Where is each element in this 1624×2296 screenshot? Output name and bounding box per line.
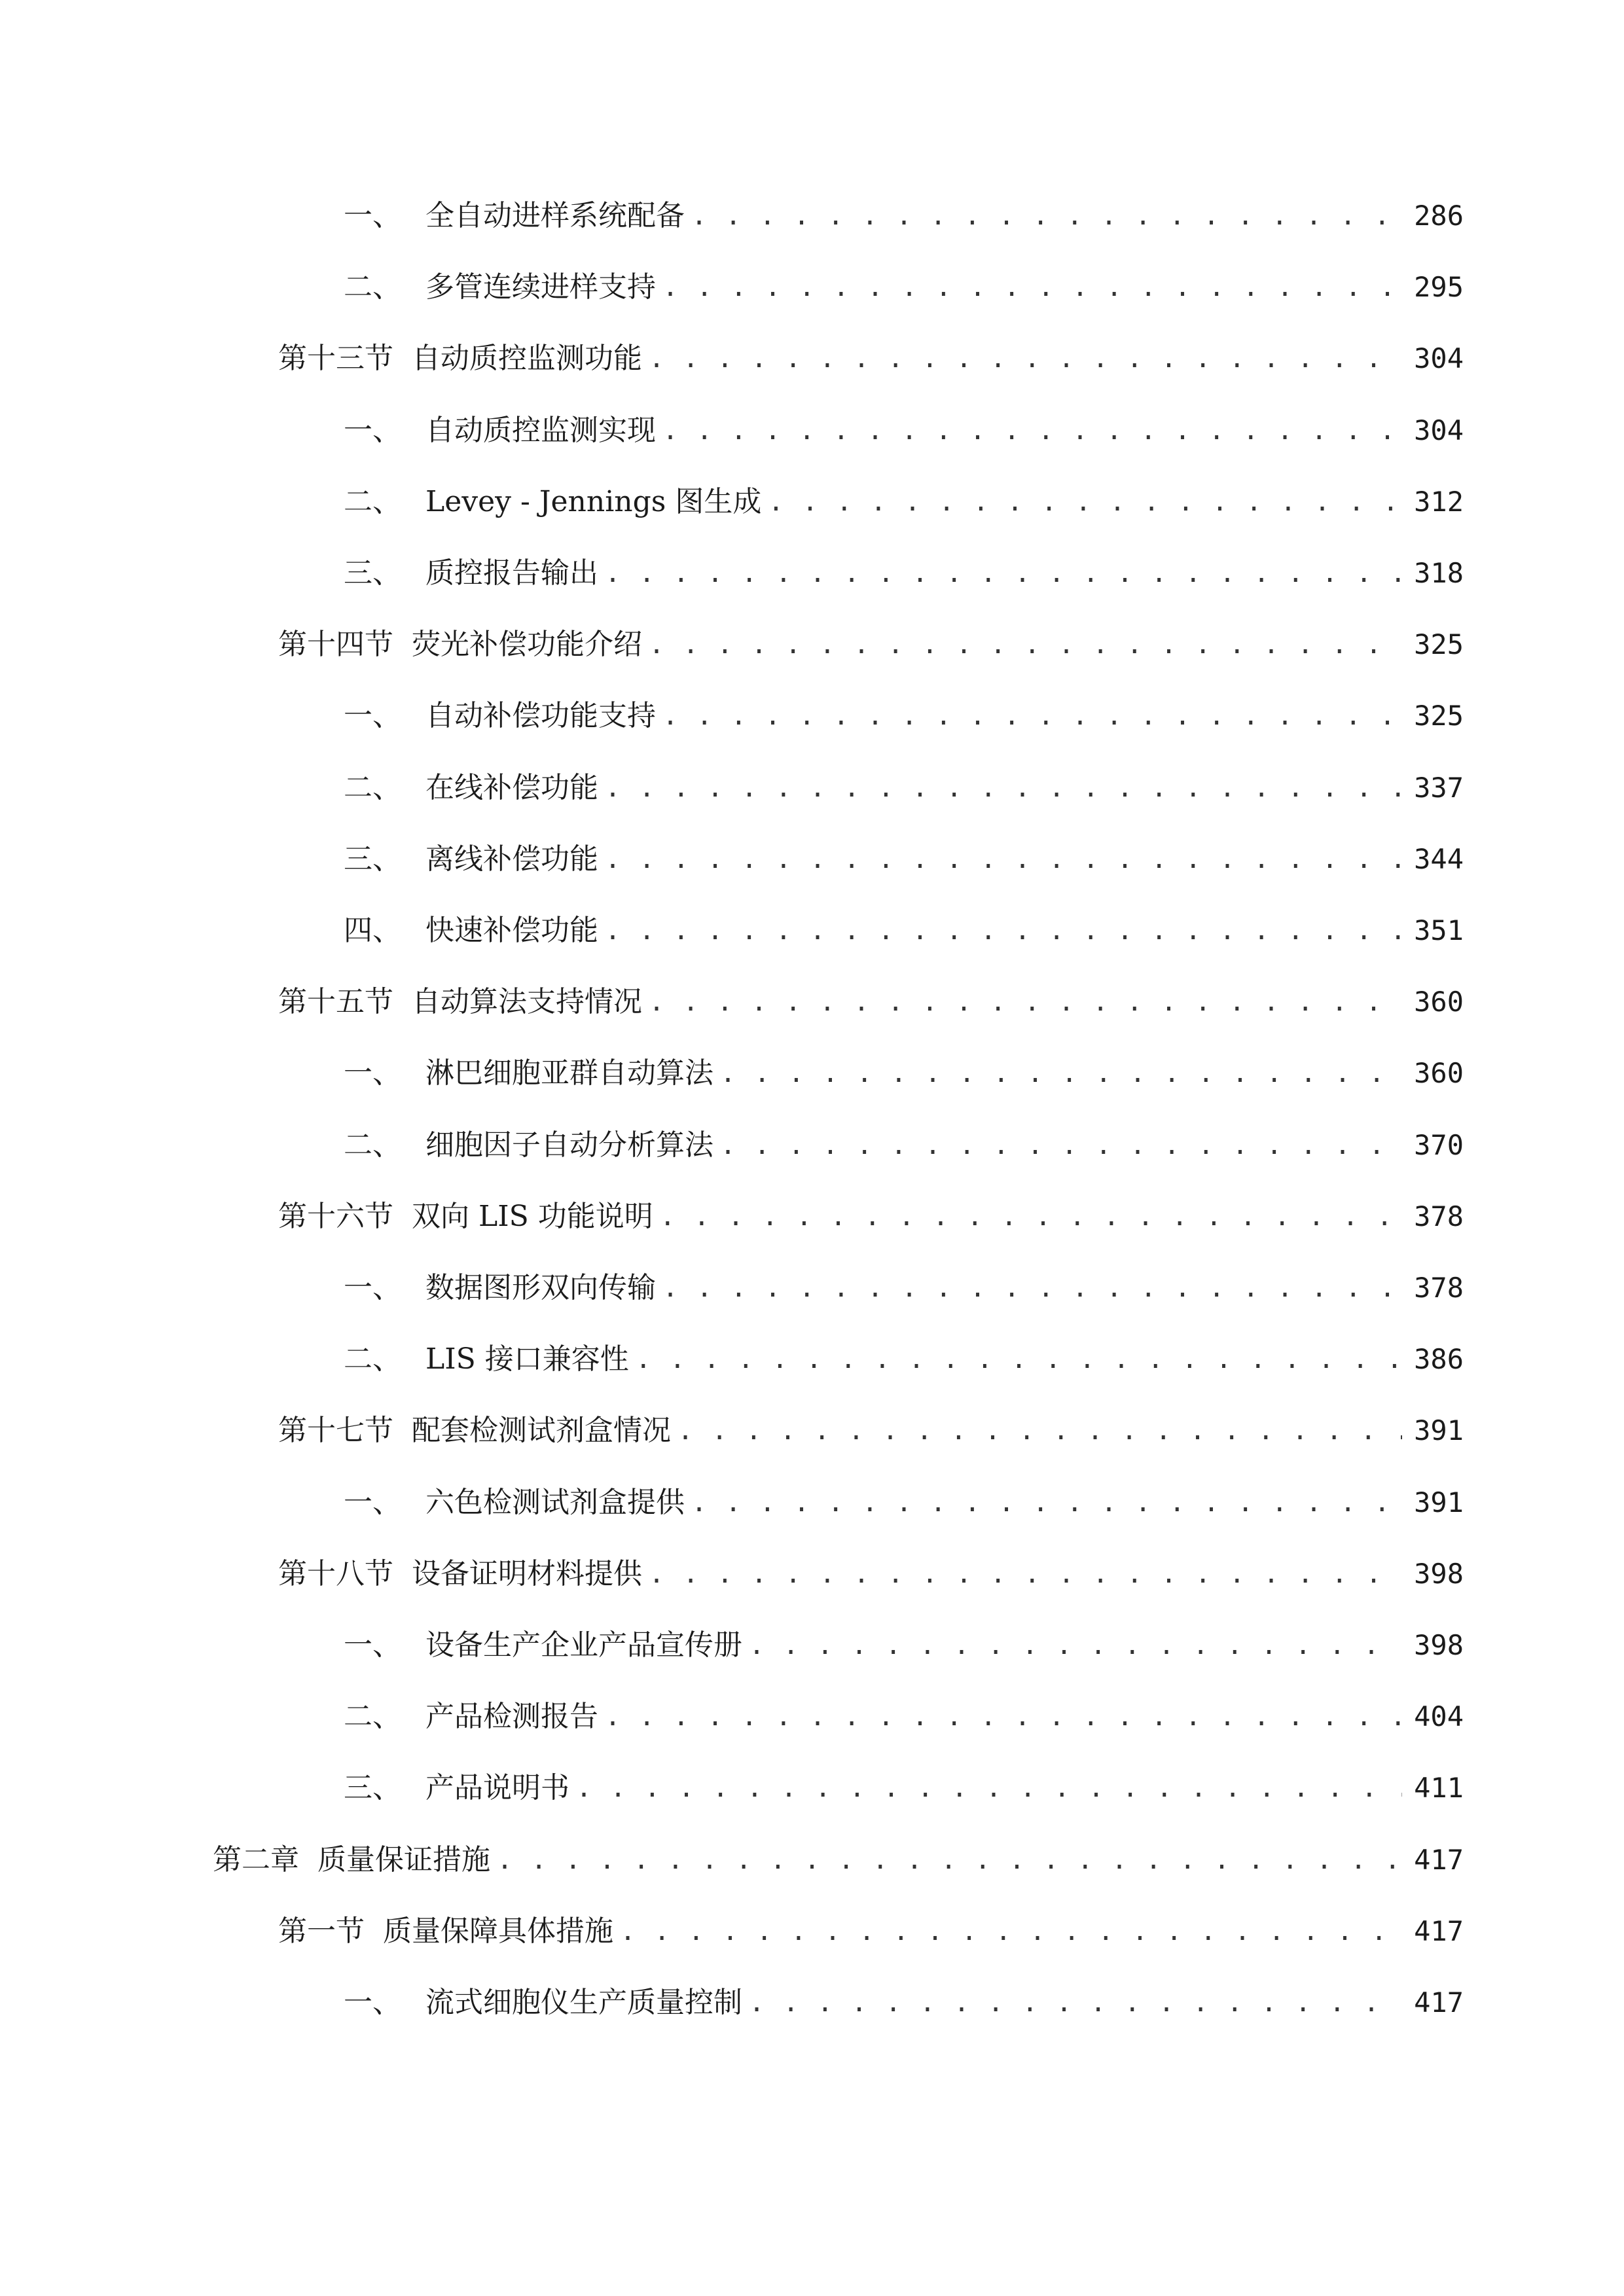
toc-entry-number: 二、 — [344, 1342, 401, 1376]
toc-dot-leader — [605, 833, 1402, 886]
toc-entry-title: 双向 LIS 功能说明 — [412, 1200, 653, 1233]
toc-entry-number: 二、 — [344, 1700, 401, 1733]
toc-page-number: 391 — [1414, 1486, 1464, 1518]
toc-entry[interactable] — [278, 1548, 1464, 1600]
toc-entry-title: 多管连续进样支持 — [425, 270, 656, 304]
toc-entry-number: 一、 — [344, 199, 401, 232]
toc-page-number: 318 — [1414, 557, 1464, 589]
toc-entry-title: 在线补偿功能 — [425, 771, 598, 804]
toc-entry-number: 一、 — [344, 1056, 401, 1090]
toc-entry[interactable] — [344, 1262, 1464, 1314]
toc-entry-number: 一、 — [344, 1271, 401, 1304]
toc-dot-leader — [620, 1905, 1402, 1958]
toc-entry[interactable] — [278, 619, 1464, 671]
toc-page-number: 391 — [1414, 1414, 1464, 1446]
toc-entry-number: 四、 — [344, 914, 401, 947]
toc-dot-leader — [605, 905, 1402, 957]
toc-dot-leader — [649, 619, 1402, 671]
toc-entry-number: 第十八节 — [278, 1557, 393, 1590]
toc-entry-number: 第十三节 — [278, 342, 393, 375]
toc-dot-leader — [497, 1834, 1402, 1886]
toc-entry[interactable] — [278, 1191, 1464, 1243]
toc-page-number: 295 — [1414, 271, 1464, 303]
toc-dot-leader — [605, 1691, 1402, 1743]
toc-entry[interactable] — [344, 190, 1464, 242]
toc-entry-number: 第二章 — [213, 1843, 299, 1876]
toc-page-number: 325 — [1414, 628, 1464, 660]
toc-entry[interactable] — [344, 1333, 1464, 1386]
toc-entry-number: 二、 — [344, 1128, 401, 1162]
toc-entry-title: 产品说明书 — [425, 1771, 569, 1804]
toc-entry[interactable] — [344, 905, 1464, 957]
toc-entry-title: 离线补偿功能 — [425, 842, 598, 876]
toc-dot-leader — [576, 1762, 1402, 1814]
toc-entry-title: 荧光补偿功能介绍 — [412, 628, 642, 661]
toc-page-number: 304 — [1414, 342, 1464, 374]
toc-dot-leader — [677, 1405, 1402, 1457]
toc-page-number: 370 — [1414, 1129, 1464, 1161]
toc-dot-leader — [720, 1119, 1402, 1172]
toc-page-number: 398 — [1414, 1558, 1464, 1590]
toc-dot-leader — [662, 690, 1402, 742]
toc-entry[interactable] — [344, 1119, 1464, 1172]
toc-entry-title: 产品检测报告 — [425, 1700, 598, 1733]
toc-page-number: 417 — [1414, 1986, 1464, 2018]
toc-entry[interactable] — [344, 1477, 1464, 1529]
toc-dot-leader — [749, 1977, 1402, 2029]
toc-entry[interactable] — [344, 547, 1464, 600]
toc-dot-leader — [691, 1477, 1402, 1529]
toc-entry-title: 六色检测试剂盒提供 — [425, 1486, 685, 1519]
toc-page-number: 398 — [1414, 1629, 1464, 1661]
toc-entry-number: 一、 — [344, 1486, 401, 1519]
toc-entry-title: 自动补偿功能支持 — [425, 699, 656, 732]
toc-entry[interactable] — [278, 1905, 1464, 1958]
toc-entry-number: 三、 — [344, 842, 401, 876]
toc-dot-leader — [768, 476, 1402, 528]
toc-dot-leader — [662, 261, 1402, 314]
toc-dot-leader — [649, 332, 1402, 385]
toc-page-number: 417 — [1414, 1844, 1464, 1876]
toc-entry[interactable] — [278, 1405, 1464, 1457]
toc-entry-title: 设备证明材料提供 — [412, 1557, 642, 1590]
toc-page-number: 312 — [1414, 486, 1464, 518]
toc-entry-title: 数据图形双向传输 — [425, 1271, 656, 1304]
toc-entry[interactable] — [344, 1762, 1464, 1814]
toc-dot-leader — [649, 976, 1402, 1028]
toc-entry[interactable] — [213, 1834, 1464, 1886]
toc-entry-number: 第十四节 — [278, 628, 393, 661]
toc-dot-leader — [691, 190, 1402, 242]
toc-dot-leader — [720, 1047, 1402, 1100]
toc-dot-leader — [605, 547, 1402, 600]
toc-dot-leader — [662, 404, 1402, 457]
toc-entry-title: 淋巴细胞亚群自动算法 — [425, 1056, 713, 1090]
toc-entry-number: 一、 — [344, 699, 401, 732]
toc-entry-title: 细胞因子自动分析算法 — [425, 1128, 713, 1162]
toc-entry-title: 自动质控监测实现 — [425, 414, 656, 447]
toc-entry-title: 配套检测试剂盒情况 — [412, 1414, 671, 1447]
toc-entry[interactable] — [278, 332, 1464, 385]
toc-entry-number: 第十七节 — [278, 1414, 393, 1447]
toc-entry[interactable] — [344, 762, 1464, 814]
toc-dot-leader — [636, 1333, 1402, 1386]
toc-entry-title: 质量保证措施 — [317, 1843, 490, 1876]
toc-page-number: 351 — [1414, 914, 1464, 946]
toc-page-number: 378 — [1414, 1272, 1464, 1304]
toc-entry[interactable] — [344, 690, 1464, 742]
toc-page-number: 325 — [1414, 700, 1464, 732]
toc-dot-leader — [662, 1262, 1402, 1314]
toc-page-number: 404 — [1414, 1700, 1464, 1732]
toc-entry[interactable] — [344, 833, 1464, 886]
toc-entry-number: 三、 — [344, 1771, 401, 1804]
toc-page-number: 386 — [1414, 1343, 1464, 1375]
toc-entry-number: 第十六节 — [278, 1200, 393, 1233]
toc-dot-leader — [605, 762, 1402, 814]
toc-entry-title: Levey - Jennings 图生成 — [425, 485, 762, 518]
toc-entry[interactable] — [344, 1619, 1464, 1672]
toc-page-number: 417 — [1414, 1915, 1464, 1947]
toc-entry-title: 质控报告输出 — [425, 556, 598, 590]
toc-page-number: 360 — [1414, 1057, 1464, 1089]
toc-page-number: 337 — [1414, 772, 1464, 804]
toc-entry-number: 三、 — [344, 556, 401, 590]
toc-entry-title: 全自动进样系统配备 — [425, 199, 685, 232]
toc-page-number: 304 — [1414, 414, 1464, 446]
toc-entry-title: 自动质控监测功能 — [412, 342, 642, 375]
toc-entry-number: 第十五节 — [278, 985, 393, 1018]
toc-page-number: 286 — [1414, 200, 1464, 232]
toc-page-number: 360 — [1414, 986, 1464, 1018]
toc-entry[interactable] — [278, 976, 1464, 1028]
toc-entry[interactable] — [344, 404, 1464, 457]
toc-entry-title: LIS 接口兼容性 — [425, 1342, 629, 1376]
toc-entry-number: 一、 — [344, 1986, 401, 2019]
toc-entry-title: 设备生产企业产品宣传册 — [425, 1628, 742, 1662]
toc-page-number: 378 — [1414, 1200, 1464, 1232]
toc-entry-title: 质量保障具体措施 — [383, 1914, 613, 1948]
toc-entry-number: 二、 — [344, 485, 401, 518]
toc-entry-title: 自动算法支持情况 — [412, 985, 642, 1018]
toc-entry-number: 二、 — [344, 270, 401, 304]
toc-entry[interactable] — [344, 1047, 1464, 1100]
toc-page-number: 344 — [1414, 843, 1464, 875]
toc-entry-title: 流式细胞仪生产质量控制 — [425, 1986, 742, 2019]
toc-entry-number: 第一节 — [278, 1914, 365, 1948]
toc-dot-leader — [660, 1191, 1402, 1243]
toc-entry-number: 二、 — [344, 771, 401, 804]
toc-entry-title: 快速补偿功能 — [425, 914, 598, 947]
toc-entry[interactable] — [344, 476, 1464, 528]
toc-page-number: 411 — [1414, 1772, 1464, 1804]
toc-entry[interactable] — [344, 1977, 1464, 2029]
toc-entry[interactable] — [344, 1691, 1464, 1743]
toc-entry-number: 一、 — [344, 414, 401, 447]
toc-entry[interactable] — [344, 261, 1464, 314]
toc-dot-leader — [749, 1619, 1402, 1672]
toc-dot-leader — [649, 1548, 1402, 1600]
toc-entry-number: 一、 — [344, 1628, 401, 1662]
